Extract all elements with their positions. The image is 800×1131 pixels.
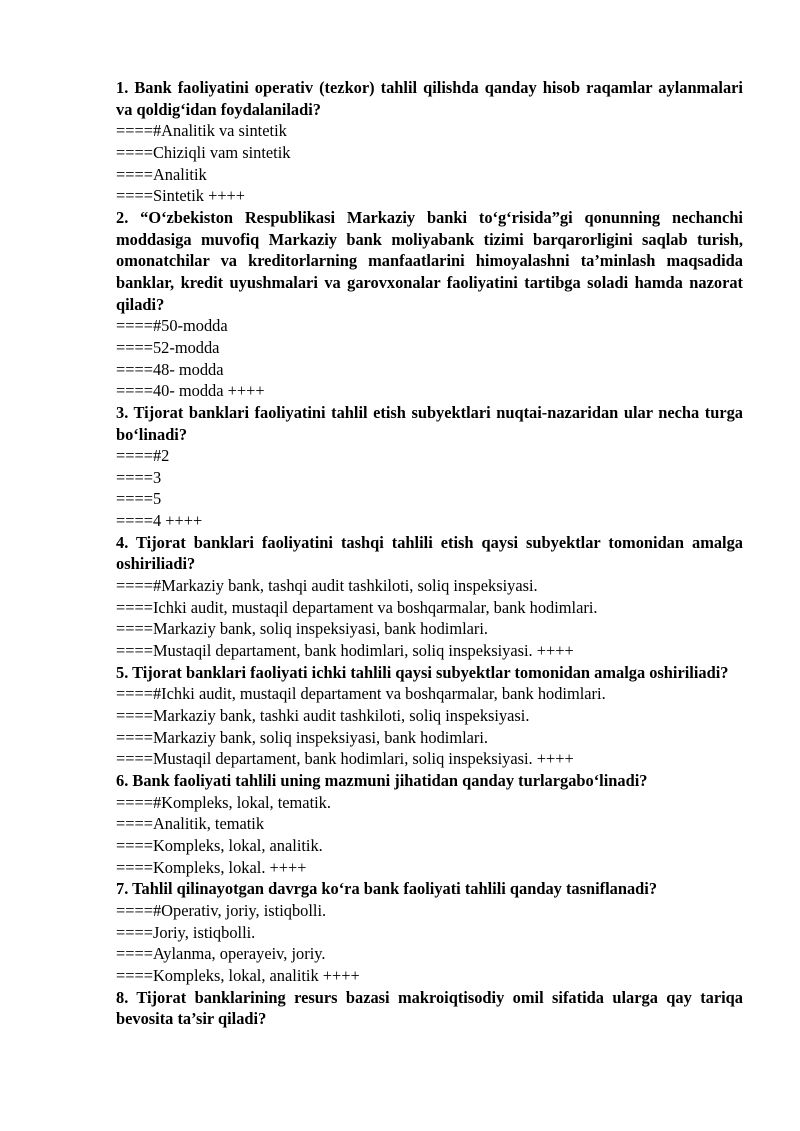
question-text: 1. Bank faoliyatini operativ (tezkor) tahlil qilishda qanday hisob raqamlar aylanmalari va qoldig‘idan foydalaniladi? [116,78,743,119]
answer-option: ====Kompleks, lokal, analitik. [116,835,323,855]
answer-option: ====Mustaqil departament, bank hodimlari, soliq inspeksiyasi. ++++ [116,641,574,661]
answer-option: ====Markaziy bank, soliq inspeksiyasi, bank hodimlari. [116,727,489,747]
answer-option: ====52-modda [116,337,220,357]
question-text: 7. Tahlil qilinayotgan davrga ko‘ra bank faoliyati tahlili qanday tasniflanadi? [116,879,658,899]
answer-option: ====#2 [116,446,170,466]
question-text: 8. Tijorat banklarining resurs bazasi makroiqtisodiy omil sifatida ularga qay tariqa bevosita ta’sir qiladi? [116,987,743,1029]
question-block [116,662,743,770]
answer-option: ====40- modda ++++ [116,381,265,401]
answer-option: ====Mustaqil departament, bank hodimlari, soliq inspeksiyasi. ++++ [116,749,574,769]
answer-option: ====#Ichki audit, mustaqil departament va boshqarmalar, bank hodimlari. [116,684,606,704]
answer-option: ====Markaziy bank, soliq inspeksiyasi, bank hodimlari. [116,619,489,639]
answer-option: ====48- modda [116,359,224,379]
answer-option: ====#Operativ, joriy, istiqbolli. [116,900,327,920]
question-block [116,770,743,878]
answer-option: ====Aylanma, operayeiv, joriy. [116,944,326,964]
answer-option: ====#Markaziy bank, tashqi audit tashkiloti, soliq inspeksiyasi. [116,576,538,596]
answer-option: ====3 [116,467,162,487]
answer-option: ====Analitik, tematik [116,814,265,834]
answer-option: ====#50-modda [116,316,228,336]
answer-option: ====4 ++++ [116,511,203,531]
answer-option: ====Chiziqli vam sintetik [116,142,291,162]
question-text: 4. Tijorat banklari faoliyatini tashqi tahlili etish qaysi subyektlar tomonidan amalga oshiriliadi? [116,532,743,574]
question-block [116,987,743,1030]
answer-option: ====#Kompleks, lokal, tematik. [116,792,331,812]
question-text: 6. Bank faoliyati tahlili uning mazmuni jihatidan qanday turlargabo‘linadi? [116,771,648,790]
question-text: 3. Tijorat banklari faoliyatini tahlil etish subyektlari nuqtai-nazaridan ular necha turga bo‘linadi? [116,402,743,444]
answer-option: ====Sintetik ++++ [116,186,246,206]
answer-option: ====Kompleks, lokal. ++++ [116,857,307,877]
question-block [116,77,743,207]
document-page [116,77,743,1030]
question-block [116,878,743,986]
answer-option: ====5 [116,489,162,509]
answer-option: ====Kompleks, lokal, analitik ++++ [116,965,360,985]
answer-option: ====Analitik [116,164,207,184]
answer-option: ====Joriy, istiqbolli. [116,922,256,942]
question-block [116,402,743,532]
question-block [116,532,743,662]
answer-option: ====Ichki audit, mustaqil departament va boshqarmalar, bank hodimlari. [116,597,598,617]
question-block [116,207,743,402]
question-text: 2. “O‘zbekiston Respublikasi Markaziy banki to‘g‘risida”gi qonunning nechanchi moddasiga muvofiq Markaziy bank moliyabank tizimi barqarorligini saqlab turish, omonatchilar va kreditorlarning manfaatlarini himoyalashni ta’minlash maqsadida banklar, kredit uyushmalari va garovxonalar faoliyatini tartibga soladi hamda nazorat qiladi? [116,207,743,314]
question-text: 5. Tijorat banklari faoliyati ichki tahlili qaysi subyektlar tomonidan amalga oshiriliadi? [116,662,729,682]
answer-option: ====Markaziy bank, tashki audit tashkiloti, soliq inspeksiyasi. [116,706,530,726]
answer-option: ====#Analitik va sintetik [116,121,287,141]
